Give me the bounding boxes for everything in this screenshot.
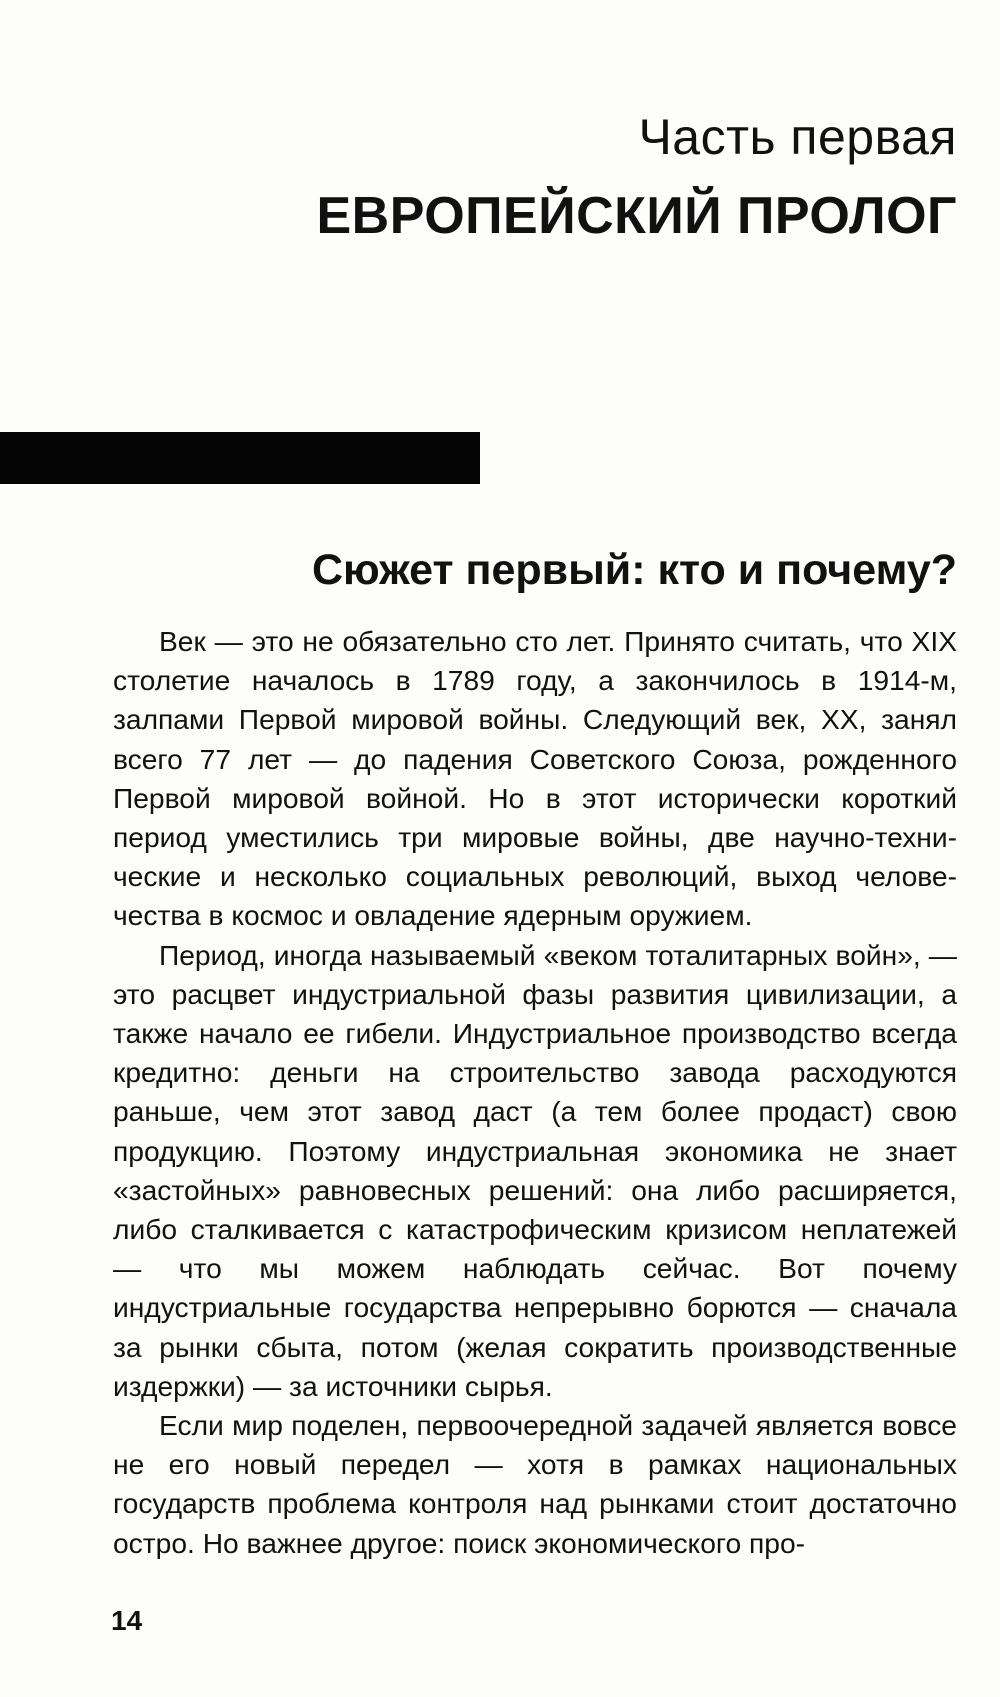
decorative-black-bar	[0, 432, 480, 484]
section-title: Сюжет первый: кто и почему?	[312, 546, 957, 594]
page-number: 14	[111, 1605, 143, 1636]
paragraph-1: Век — это не обязательно сто лет. Принято считать, что XIX столетие началось в 1789 году, а закончилось в 1914-м, залпами Первой мировой войны. Следующий век, XX, занял всего 77 лет — до падения Советского Союза, рожденного Первой мировой войной. Но в этот исторически короткий период уместились три мировые войны, две научно-технические и несколько социальных революций, выход человечества в космос и овладение ядерным оружием.	[113, 625, 957, 932]
paragraph-3: Если мир поделен, первоочередной задачей является вовсе не его новый передел — хотя в рамках национальных государств проблема контроля над рынками стоит достаточно остро. Но важнее другое: поиск экономического про-	[113, 1409, 957, 1559]
body-text	[113, 622, 957, 1563]
part-subtitle: ЕВРОПЕЙСКИЙ ПРОЛОГ	[316, 187, 957, 245]
paragraph-2: Период, иногда называемый «веком тоталитарных войн», — это расцвет индустриальной фазы развития цивилизации, а также начало ее гибели. Индустриальное производство всегда кредитно: деньги на строительство завода расходуются раньше, чем этот завод даст (а тем более продаст) свою продукцию. Поэтому индустриальная экономика не знает «застойных» равновесных решений: она либо расширяется, либо сталкивается с катастрофическим кризисом неплатежей — что мы можем наблюдать сейчас. Вот почему индустриальные государства непрерывно борются — сначала за рынки сбыта, потом (желая сократить производственные издержки) — за источники сырья.	[113, 938, 957, 1402]
part-title: Часть первая	[638, 109, 957, 165]
